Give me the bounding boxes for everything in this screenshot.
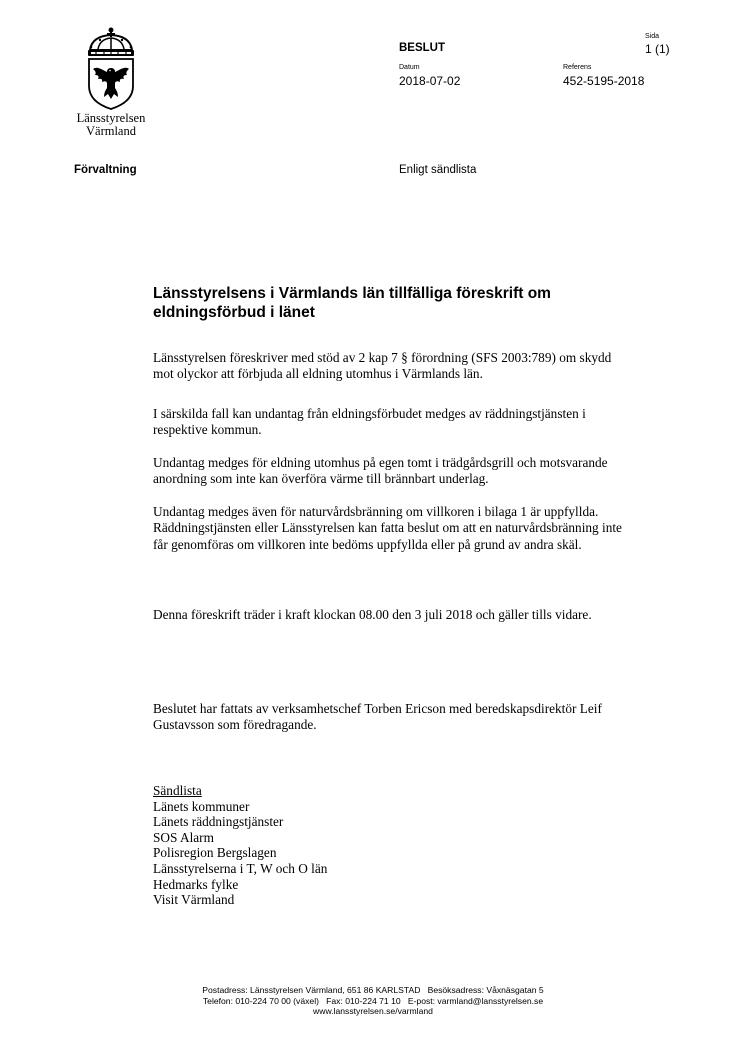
footer-contact: Telefon: 010-224 70 00 (växel) Fax: 010-224 71 10 E-post: varmland@lansstyrelsen.se [202, 995, 544, 1006]
paragraph-6: Beslutet har fattats av verksamhetschef Torben Ericson med beredskapsdirektör Leif Gustavsson som föredragande. [153, 701, 602, 733]
reference-value: 452-5195-2018 [563, 74, 645, 88]
distribution-heading: Sändlista [153, 783, 202, 798]
page-label: Sida [645, 33, 660, 40]
coat-of-arms-icon [82, 26, 140, 110]
paragraph-3: Undantag medges för eldning utomhus på egen tomt i trädgårdsgrill och motsvarande anordning som inte kan överföra värme till brännbart underlag. [153, 455, 608, 487]
paragraph-4: Undantag medges även för naturvårdsbränning om villkoren i bilaga 1 är uppfyllda. Räddningstjänsten eller Länsstyrelsen kan fatta beslut om att en naturvårdsbränning inte får genomföras om villkoren inte bedöms uppfyllda eller på grund av andra skäl. [153, 504, 622, 552]
page-number: 1 (1) [645, 42, 670, 56]
paragraph-5: Denna föreskrift träder i kraft klockan 08.00 den 3 juli 2018 och gäller tills vidare. [153, 607, 592, 622]
list-item: Länets räddningstjänster [153, 814, 284, 830]
list-item: SOS Alarm [153, 829, 214, 845]
recipient: Enligt sändlista [399, 164, 477, 176]
reference-label: Referens [563, 64, 592, 71]
department: Förvaltning [74, 164, 137, 176]
footer-address: Postadress: Länsstyrelsen Värmland, 651 86 KARLSTAD Besöksadress: Våxnäsgatan 5 [202, 985, 544, 995]
list-item: Länsstyrelserna i T, W och O län [153, 860, 328, 876]
footer-website: www.lansstyrelsen.se/varmland [313, 1006, 433, 1016]
distribution-list [153, 783, 327, 908]
logo-line-1: Länsstyrelsen [76, 111, 146, 125]
paragraph-1: Länsstyrelsen föreskriver med stöd av 2 kap 7 § förordning (SFS 2003:789) om skydd mot olyckor att förbjuda all eldning utomhus i Värmlands län. [153, 350, 612, 382]
logo-wordmark [72, 112, 150, 138]
title-line-2: eldningsförbud i länet [153, 304, 315, 321]
list-item: Visit Värmland [153, 892, 235, 908]
list-item: Länets kommuner [153, 798, 250, 814]
page-footer [0, 985, 746, 1017]
title-line-1: Länsstyrelsens i Värmlands län tillfälliga föreskrift om [153, 285, 551, 302]
paragraph-2: I särskilda fall kan undantag från eldningsförbudet medges av räddningstjänsten i respektive kommun. [153, 406, 586, 438]
county-logo [72, 26, 150, 138]
logo-line-2: Värmland [86, 124, 136, 138]
list-item: Polisregion Bergslagen [153, 845, 277, 861]
list-item: Hedmarks fylke [153, 876, 239, 892]
date-label: Datum [399, 64, 420, 71]
date-value: 2018-07-02 [399, 74, 461, 88]
document-type: BESLUT [399, 42, 445, 54]
document-title [153, 284, 623, 322]
